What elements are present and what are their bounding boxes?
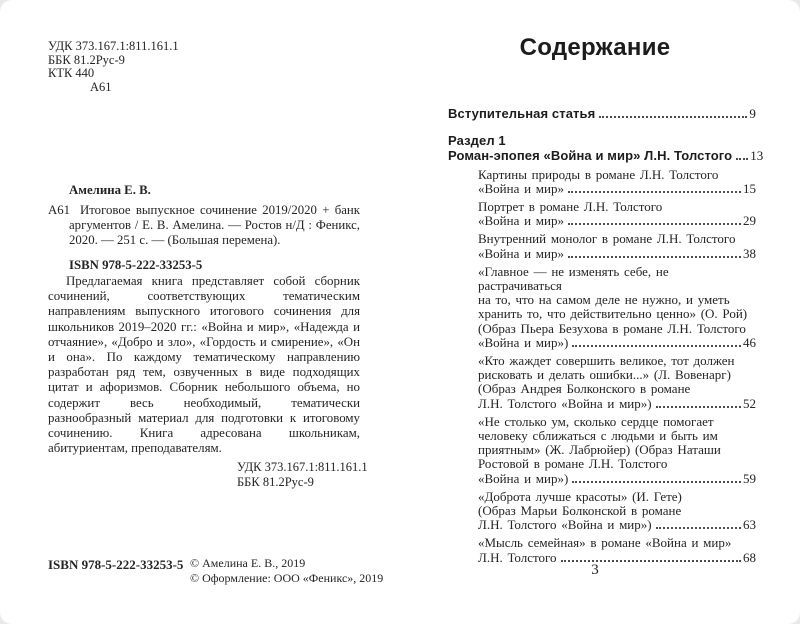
toc-entry-last-line <box>448 106 756 122</box>
code-line: УДК 373.167.1:811.161.1 <box>237 460 368 474</box>
toc-entry-last-line <box>478 182 756 196</box>
toc-entry-last-line <box>478 214 756 228</box>
bibliographic-codes-bottom <box>237 460 368 490</box>
toc-page-number: 52 <box>743 395 756 411</box>
toc-title: Содержание <box>519 34 671 61</box>
toc-entry-line: Портрет в романе Л.Н. Толстого <box>478 198 663 214</box>
toc-entry-last-line <box>478 336 756 350</box>
code-line: ББК 81.2Рус-9 <box>48 52 125 67</box>
toc-entry-title: Л.Н. Толстого «Война и мир») <box>478 517 652 533</box>
dot-leader <box>568 191 741 193</box>
toc-entry-line: Картины природы в романе Л.Н. Толстого <box>478 166 719 182</box>
toc-entry-title: «Война и мир» <box>478 180 564 196</box>
isbn-bottom: ISBN 978-5-222-33253-5 <box>48 557 184 572</box>
dot-leader <box>572 481 741 483</box>
toc-entry-line: человеку сближаться с людьми и быть им <box>478 427 718 443</box>
toc-entry <box>478 232 756 260</box>
toc-entry <box>478 354 756 411</box>
page-number: 3 <box>591 562 599 578</box>
copyright-line: © Амелина Е. В., 2019 <box>190 556 306 570</box>
toc-entry-last-line <box>478 397 756 411</box>
toc-page-number: 13 <box>750 148 764 163</box>
toc-entry <box>448 132 764 164</box>
toc-page-number: 59 <box>743 470 756 486</box>
toc-entry-line: рисковать и делать ошибки...» (Л. Вовенарг) <box>478 367 731 383</box>
entry-code: А61 <box>48 203 71 217</box>
toc-entry-line: (Образ Марьи Болконской в романе <box>478 502 682 518</box>
right-page <box>400 0 800 624</box>
toc-entry <box>478 200 756 228</box>
copyright-block <box>190 556 383 585</box>
toc-entry <box>478 265 756 350</box>
toc-entry-title: «Война и мир» <box>478 213 564 229</box>
toc-page-number: 29 <box>743 213 756 229</box>
toc-entry-line: хранить то, что действительно ценно» (О. Рой) <box>478 306 748 322</box>
dot-leader <box>568 256 741 258</box>
toc-page-number: 38 <box>743 245 756 261</box>
dot-leader <box>572 345 741 347</box>
toc-entry-title: Л.Н. Толстого «Война и мир») <box>478 395 652 411</box>
toc-entry-line: «Не столько ум, сколько сердце помогает <box>478 413 714 429</box>
toc-page-number: 15 <box>743 180 756 196</box>
toc-entry-title: Л.Н. Толстого <box>478 549 557 565</box>
toc-entry-title: Роман-эпопея «Война и мир» Л.Н. Толстого <box>448 148 733 163</box>
toc-entry-line: «Доброта лучше красоты» (И. Гете) <box>478 488 682 504</box>
dot-leader <box>736 158 748 160</box>
toc-list <box>448 106 764 569</box>
toc-entry-title: «Война и мир» <box>478 245 564 261</box>
code-line: УДК 373.167.1:811.161.1 <box>48 39 179 53</box>
toc-entry-title: «Война и мир») <box>478 470 569 486</box>
toc-entry-title: «Война и мир») <box>478 334 569 350</box>
toc-entry-last-line <box>478 247 756 261</box>
code-line: ББК 81.2Рус-9 <box>237 475 314 489</box>
toc-entry-line: Внутренний монолог в романе Л.Н. Толстого <box>478 231 736 247</box>
toc-entry-line: Ростовой в романе Л.Н. Толстого <box>478 456 668 472</box>
toc-entry-last-line <box>478 518 756 532</box>
toc-entry-line: «Главное — не изменять себе, не растрачиваться <box>478 263 669 293</box>
dot-leader <box>568 223 741 225</box>
toc-entry-last-line <box>448 148 764 164</box>
dot-leader <box>656 406 741 408</box>
author-sign-code: А61 <box>90 79 112 94</box>
toc-entry-line: на то, что на самом деле не нужно, и уметь <box>478 292 730 308</box>
toc-page-number: 9 <box>749 106 756 121</box>
toc-entry-line: (Образ Андрея Болконского в романе <box>478 381 691 397</box>
author-name: Амелина Е. В. <box>69 183 151 197</box>
toc-entry-line: «Мысль семейная» в романе «Война и мир» <box>478 535 732 551</box>
toc-entry <box>448 106 756 122</box>
toc-page-number: 63 <box>743 517 756 533</box>
code-line: КТК 440 <box>48 66 95 80</box>
toc-entry-title: Вступительная статья <box>448 106 596 121</box>
toc-entry-last-line <box>478 472 756 486</box>
toc-entry <box>478 168 756 196</box>
bibliographic-entry <box>48 203 360 248</box>
toc-entry <box>478 415 756 486</box>
toc-entry-line: приятным» (Ж. Лабрюйер) (Образ Наташи <box>478 442 721 458</box>
toc-entry-line: (Образ Пьера Безухова в романе Л.Н. Толстого <box>478 320 746 336</box>
dot-leader <box>656 527 741 529</box>
bibliographic-entry-text: Итоговое выпускное сочинение 2019/2020 + банк аргументов / Е. В. Амелина. — Ростов н/Д : Феникс, 2020. — 251 с. — (Большая перемена). <box>69 203 360 247</box>
toc-entry-line: «Кто жаждет совершить великое, тот должен <box>478 352 735 368</box>
toc-entry <box>478 490 756 533</box>
toc-page-number: 46 <box>743 334 756 350</box>
copyright-line: © Оформление: ООО «Феникс», 2019 <box>190 570 384 585</box>
toc-entry-line: Раздел 1 <box>448 132 506 148</box>
dot-leader <box>599 116 747 118</box>
toc-page-number: 68 <box>743 549 756 565</box>
bibliographic-codes-top <box>48 40 179 94</box>
annotation-text: Предлагаемая книга представляет собой сборник сочинений, соответствующих тематическим направлениям выпускного итогового сочинения для школьников 2019–2020 гг.: «Война и мир», «Надежда и отчаяние», «Добро и зло», «Гордость и смирение», «Он и она». По каждому тематическому направлению разработан ряд тем, озвученных в виде подходящих цитат и афоризмов. Сборник небольшого объема, но содержит весь необходимый, тематически разнообразный материал для подготовки к итоговому сочинению. Книга адресована школьникам, абитуриентам, преподавателям. <box>48 274 360 456</box>
toc-entry <box>478 536 756 564</box>
isbn: ISBN 978-5-222-33253-5 <box>69 258 203 272</box>
